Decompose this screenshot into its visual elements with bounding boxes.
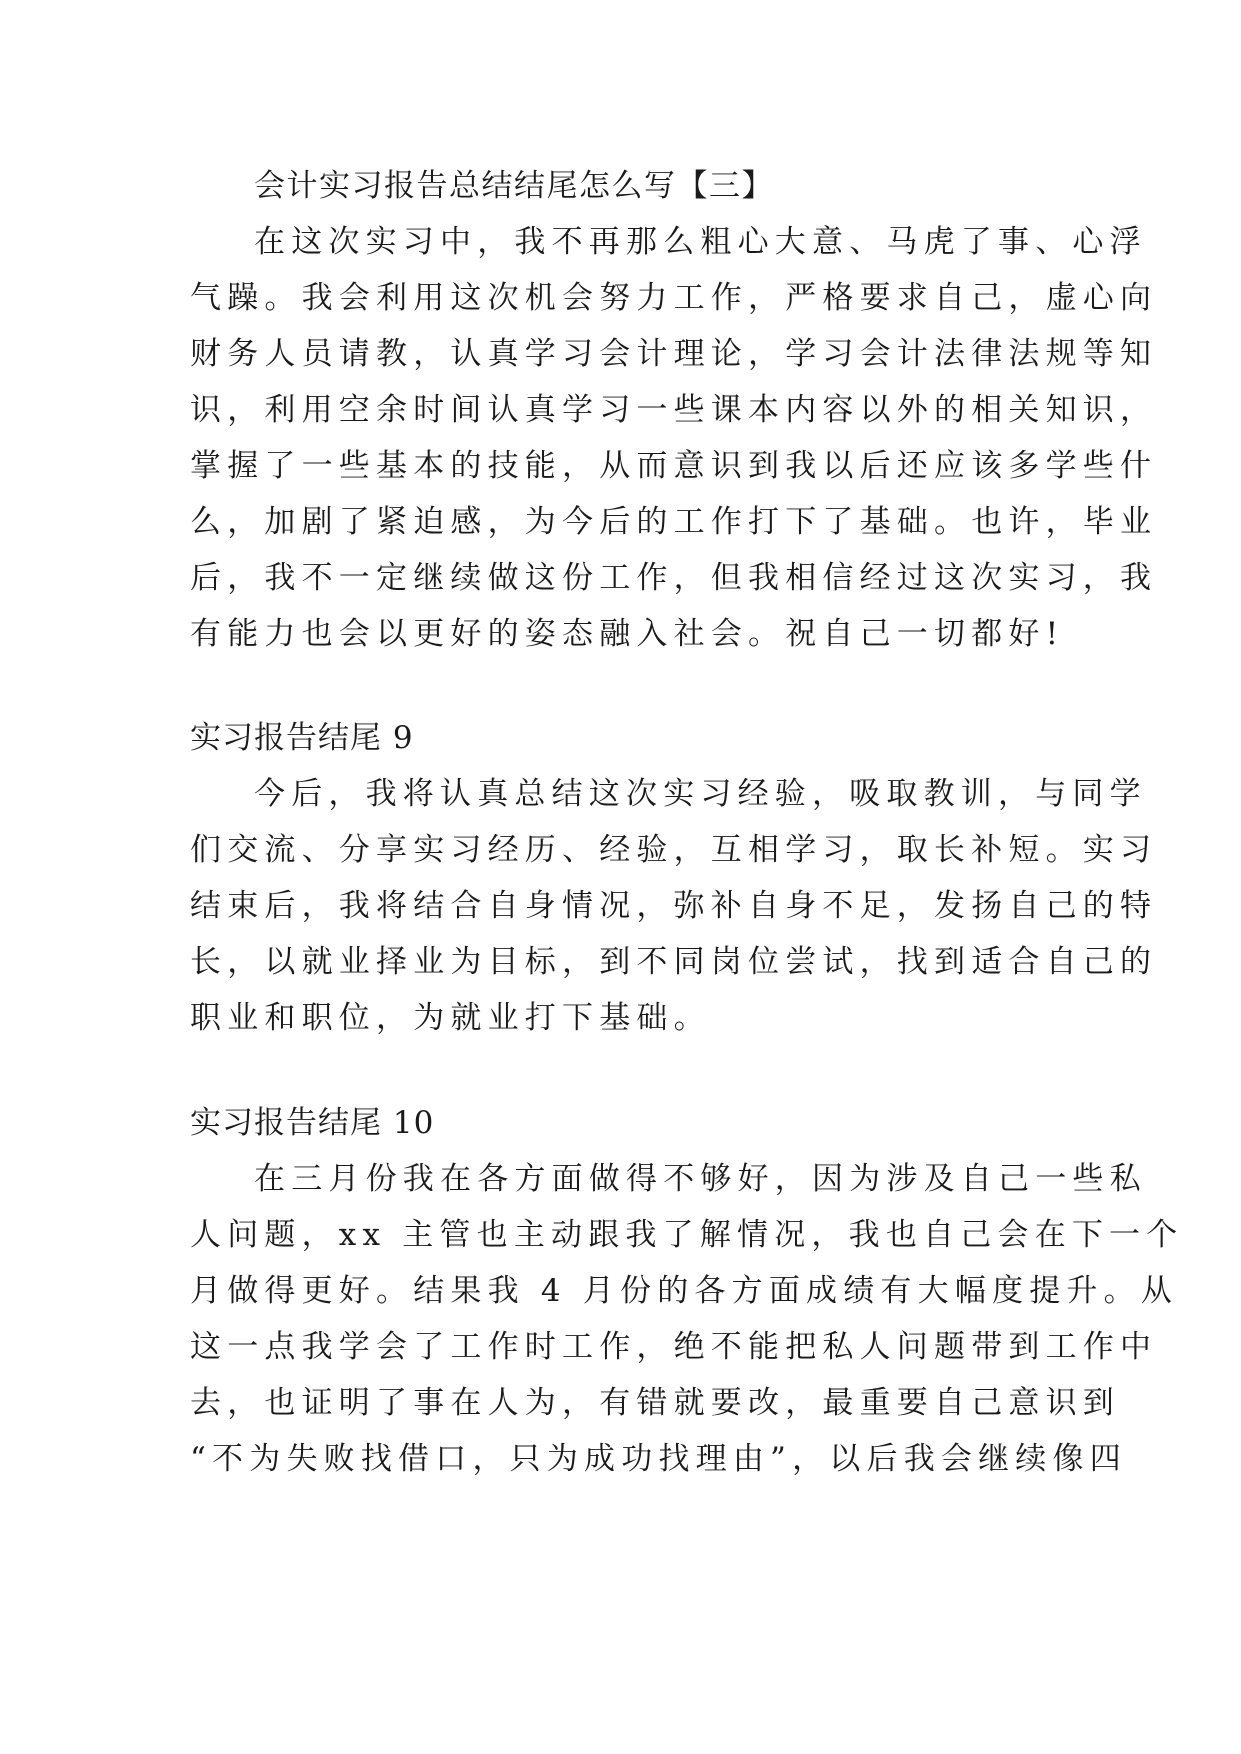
paragraph-line: 财务人员请教，认真学习会计理论，学习会计法律法规等知 xyxy=(190,336,1158,372)
paragraph-line: 结束后，我将结合自身情况，弥补自身不足，发扬自己的特 xyxy=(190,888,1158,924)
paragraph-line: “不为失败找借口，只为成功找理由”，以后我会继续像四 xyxy=(190,1441,1127,1477)
paragraph-line: 这一点我学会了工作时工作，绝不能把私人问题带到工作中 xyxy=(190,1329,1158,1365)
paragraph-line: 职业和职位，为就业打下基础。 xyxy=(190,1000,711,1036)
paragraph-line: 月做得更好。结果我 4 月份的各方面成绩有大幅度提升。从 xyxy=(190,1273,1179,1309)
paragraph-line: 在三月份我在各方面做得不够好，因为涉及自己一些私 xyxy=(254,1161,1147,1197)
section-title: 会计实习报告总结结尾怎么写【三】 xyxy=(254,168,774,204)
paragraph-line: 后，我不一定继续做这份工作，但我相信经过这次实习，我 xyxy=(190,560,1158,596)
paragraph-line: 掌握了一些基本的技能，从而意识到我以后还应该多学些什 xyxy=(190,448,1158,484)
paragraph-line: 们交流、分享实习经历、经验，互相学习，取长补短。实习 xyxy=(190,832,1158,868)
paragraph-line: 去，也证明了事在人为，有错就要改，最重要自己意识到 xyxy=(190,1385,1120,1421)
section-heading: 实习报告结尾 9 xyxy=(190,720,414,756)
paragraph-line: 么，加剧了紧迫感，为今后的工作打下了基础。也许，毕业 xyxy=(190,504,1158,540)
paragraph-line: 气躁。我会利用这次机会努力工作，严格要求自己，虚心向 xyxy=(190,280,1158,316)
section-heading: 实习报告结尾 10 xyxy=(190,1105,435,1141)
paragraph-line: 长，以就业择业为目标，到不同岗位尝试，找到适合自己的 xyxy=(190,944,1158,980)
paragraph-line: 今后，我将认真总结这次实习经验，吸取教训，与同学 xyxy=(254,776,1147,812)
paragraph-line: 有能力也会以更好的姿态融入社会。祝自己一切都好! xyxy=(190,616,1065,652)
paragraph-line: 人问题，xx 主管也主动跟我了解情况，我也自己会在下一个 xyxy=(190,1217,1184,1253)
paragraph-line: 在这次实习中，我不再那么粗心大意、马虎了事、心浮 xyxy=(254,224,1147,260)
paragraph-line: 识，利用空余时间认真学习一些课本内容以外的相关知识， xyxy=(190,392,1158,428)
